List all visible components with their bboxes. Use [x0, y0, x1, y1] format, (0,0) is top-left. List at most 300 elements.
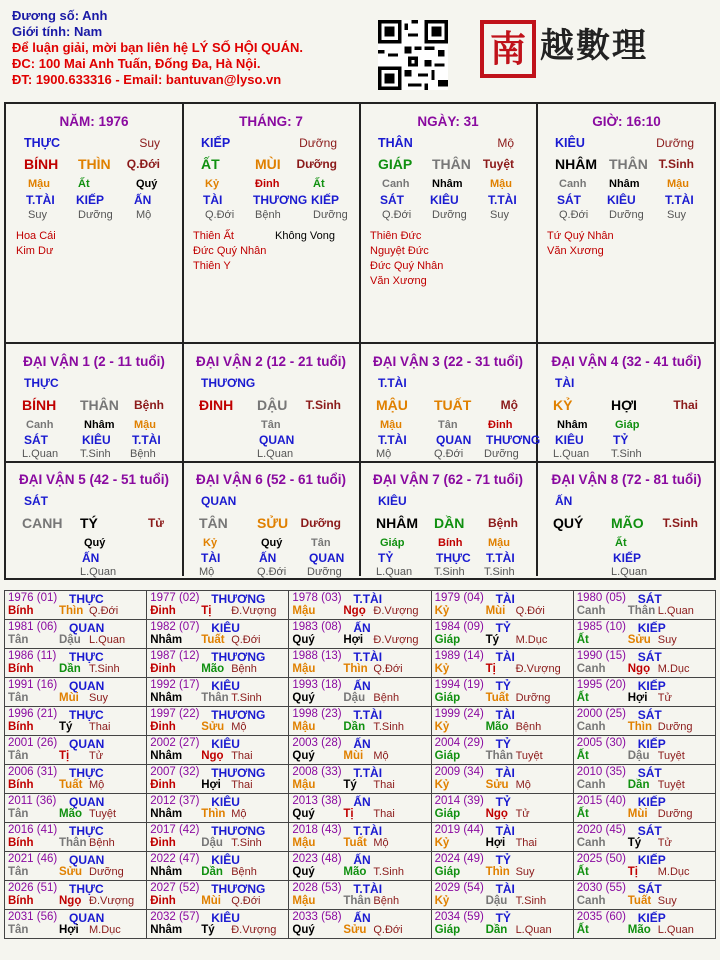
year-stage: Bệnh	[231, 663, 257, 675]
year-stem: Kỷ	[434, 721, 450, 733]
year-cell	[147, 678, 289, 707]
year-label: 2022 (47)	[150, 853, 200, 865]
year-branch: Tuất	[59, 779, 83, 791]
ten-god-star: QUAN	[201, 494, 237, 508]
year-stage: Mộ	[231, 808, 247, 820]
year-star: QUAN	[69, 795, 105, 809]
year-stage: Đ.Vượng	[231, 924, 277, 936]
dai-van-4	[537, 344, 716, 463]
year-label: 1992 (17)	[150, 679, 200, 691]
heavenly-stem: QUÝ	[553, 515, 584, 531]
hidden-stem: Nhâm	[557, 419, 588, 431]
year-row	[5, 736, 716, 765]
hidden-stage: L.Quan	[22, 448, 59, 460]
earthly-branch: THÌN	[78, 156, 111, 172]
hidden-stem: Mậu	[380, 419, 402, 431]
hidden-star: KIÊU	[607, 193, 636, 207]
year-branch: Dần	[485, 924, 508, 936]
year-stage: Bệnh	[373, 692, 400, 704]
shensha: Thiên Y	[193, 260, 231, 272]
hidden-stage: Dưỡng	[307, 566, 342, 578]
year-stage: Đ.Vượng	[373, 634, 419, 646]
hidden-stage: Suy	[490, 209, 509, 221]
dai-van-title: ĐẠI VẬN 4 (32 - 41 tuổi)	[551, 354, 702, 369]
year-cell	[573, 881, 715, 910]
year-stage: L.Quan	[657, 605, 694, 617]
year-cell	[573, 794, 715, 823]
hidden-stem: Mậu	[488, 537, 510, 549]
year-label: 1997 (22)	[150, 708, 200, 720]
year-cell	[573, 910, 715, 939]
dai-van-7	[360, 462, 538, 576]
year-label: 2023 (48)	[292, 853, 342, 865]
year-label: 2024 (49)	[434, 853, 484, 865]
year-branch: Tị	[343, 808, 354, 820]
hidden-stage: Suy	[28, 209, 47, 221]
year-stage: Thai	[231, 779, 253, 791]
year-row	[5, 852, 716, 881]
year-star: ẤN	[353, 853, 371, 867]
year-stage: M.Dục	[515, 634, 548, 646]
year-branch: Tý	[201, 924, 215, 936]
hidden-stage: T.Sinh	[80, 448, 111, 460]
year-star: ẤN	[353, 795, 371, 809]
stage: Dưỡng	[300, 516, 341, 530]
heavenly-stem: ẤT	[201, 156, 220, 172]
hidden-stem: Ất	[78, 178, 90, 190]
year-branch: Tị	[485, 663, 496, 675]
year-cell	[573, 765, 715, 794]
year-cell	[5, 707, 147, 736]
year-branch: Tị	[627, 866, 638, 878]
year-row	[5, 649, 716, 678]
year-star: KIẾP	[637, 621, 666, 635]
dai-van-title: ĐẠI VẬN 6 (52 - 61 tuổi)	[195, 472, 347, 487]
year-star: SÁT	[637, 708, 662, 722]
year-label: 2035 (60)	[576, 911, 626, 923]
year-row	[5, 591, 716, 620]
hidden-star: TỶ	[613, 433, 629, 447]
year-star: SÁT	[637, 592, 662, 606]
year-stem: Quý	[292, 866, 315, 878]
year-stem: Nhâm	[150, 634, 183, 646]
year-cell	[147, 649, 289, 678]
dai-van-3	[360, 344, 541, 463]
year-branch: Hợi	[627, 692, 648, 704]
year-star: ẤN	[353, 737, 371, 751]
year-label: 2017 (42)	[150, 824, 200, 836]
heavenly-stem: CANH	[22, 515, 63, 531]
dai-van-8	[537, 462, 716, 576]
ten-god-star: THỰC	[24, 376, 59, 390]
hidden-stem: Mậu	[490, 178, 512, 190]
phone-email-line: ĐT: 1900.633316 - Email: bantuvan@lyso.vn	[12, 72, 282, 87]
hidden-star: KIẾP	[311, 193, 340, 207]
dai-van-1	[6, 344, 184, 463]
hidden-stem: Giáp	[380, 537, 405, 549]
year-cell	[147, 707, 289, 736]
hidden-star: QUAN	[259, 433, 295, 447]
hidden-stem: Bính	[438, 537, 463, 549]
year-branch: Hợi	[343, 634, 364, 646]
earthly-branch: MÃO	[611, 515, 644, 531]
year-star: ẤN	[353, 911, 371, 925]
year-cell	[5, 620, 147, 649]
year-star: THƯƠNG	[211, 766, 266, 780]
year-branch: Mão	[201, 663, 225, 675]
year-stage: Bệnh	[89, 837, 115, 849]
year-branch: Dậu	[343, 692, 366, 704]
ten-god-star: THỰC	[24, 136, 61, 150]
shensha: Nguyệt Đức	[370, 245, 429, 257]
year-cell	[147, 794, 289, 823]
year-cell	[573, 707, 715, 736]
year-cell	[5, 910, 147, 939]
year-label: 2009 (34)	[434, 766, 484, 778]
year-cell	[289, 678, 431, 707]
year-stage: Đ.Vượng	[231, 605, 277, 617]
hidden-star: T.TÀI	[378, 433, 407, 447]
year-cell	[289, 910, 431, 939]
stage-top: Dưỡng	[656, 136, 694, 150]
year-star: THỰC	[69, 882, 104, 896]
year-cell	[431, 707, 573, 736]
year-label: 2001 (26)	[8, 737, 58, 749]
hidden-stage: Mộ	[376, 448, 392, 460]
year-cell	[289, 794, 431, 823]
year-label: 2005 (30)	[576, 737, 626, 749]
brand-title: 越數理	[540, 26, 648, 66]
year-branch: Sửu	[201, 721, 225, 733]
hidden-stage: Dưỡng	[432, 209, 467, 221]
year-label: 2030 (55)	[576, 882, 626, 894]
hidden-stem: Canh	[382, 178, 410, 190]
stage: Q.Đới	[126, 157, 160, 171]
hidden-star: TÀI	[201, 551, 221, 565]
year-cell	[431, 852, 573, 881]
year-star: T.TÀI	[353, 766, 383, 780]
hidden-star: SÁT	[557, 193, 581, 207]
dai-van-title: ĐẠI VẬN 8 (72 - 81 tuổi)	[551, 472, 702, 487]
year-label: 2016 (41)	[8, 824, 58, 836]
year-stem: Quý	[292, 750, 315, 762]
hidden-stem: Giáp	[615, 419, 640, 431]
hidden-stem: Tân	[438, 419, 458, 431]
hidden-star: ẤN	[134, 193, 152, 207]
bazi-chart	[4, 102, 716, 580]
year-branch: Mão	[485, 721, 509, 733]
year-cell	[147, 823, 289, 852]
year-stem: Canh	[576, 605, 606, 617]
year-row	[5, 881, 716, 910]
hidden-stem: Ất	[313, 178, 325, 190]
year-star: TỶ	[495, 679, 511, 693]
stage: T.Sinh	[662, 516, 698, 530]
shensha: Không Vong	[275, 230, 335, 242]
earthly-branch: TUẤT	[434, 397, 472, 413]
year-stage: L.Quan	[515, 924, 552, 936]
seal-logo: 南	[480, 20, 536, 78]
year-stage: Suy	[89, 692, 108, 704]
hidden-stage: Mộ	[136, 209, 152, 221]
year-star: TỶ	[495, 911, 511, 925]
year-cell	[147, 881, 289, 910]
year-cell	[431, 794, 573, 823]
year-stage: Dưỡng	[515, 692, 551, 704]
year-branch: Thân	[59, 837, 87, 849]
year-stem: Mậu	[292, 605, 316, 617]
year-label: 2029 (54)	[434, 882, 484, 894]
year-star: TÀI	[495, 882, 515, 896]
hidden-star: T.TÀI	[26, 193, 55, 207]
year-stem: Quý	[292, 808, 315, 820]
year-label: 2002 (27)	[150, 737, 200, 749]
year-star: TÀI	[495, 766, 515, 780]
year-label: 1994 (19)	[434, 679, 484, 691]
year-star: THƯƠNG	[211, 592, 266, 606]
year-branch: Dần	[343, 721, 366, 733]
dai-van-title: ĐẠI VẬN 5 (42 - 51 tuổi)	[18, 472, 170, 487]
hidden-stage: L.Quan	[376, 566, 413, 578]
year-stem: Đinh	[150, 779, 176, 791]
year-branch: Sửu	[485, 779, 509, 791]
stage-top: Suy	[139, 136, 160, 150]
hidden-stem: Kỷ	[205, 178, 220, 190]
year-branch: Mùi	[485, 605, 506, 617]
hidden-stem: Tân	[261, 419, 281, 431]
year-stage: Q.Đới	[373, 924, 403, 936]
hidden-star: T.TÀI	[665, 193, 694, 207]
dai-van-title: ĐẠI VẬN 2 (12 - 21 tuổi)	[195, 354, 347, 369]
year-cell	[431, 736, 573, 765]
year-star: ẤN	[353, 679, 371, 693]
ten-god-star: ẤN	[555, 494, 573, 508]
year-branch: Hợi	[201, 779, 221, 791]
year-branch: Mùi	[59, 692, 79, 704]
shensha: Đức Quý Nhân	[193, 245, 267, 257]
year-branch: Thìn	[343, 663, 368, 675]
gender: Giới tính: Nam	[12, 24, 103, 39]
year-label: 2008 (33)	[292, 766, 342, 778]
year-cell	[289, 591, 431, 620]
ten-god-star: T.TÀI	[378, 376, 407, 390]
year-label: 1993 (18)	[292, 679, 342, 691]
year-stem: Kỷ	[434, 837, 450, 849]
hidden-star: QUAN	[309, 551, 345, 565]
year-stem: Kỷ	[434, 779, 450, 791]
stage: Dưỡng	[296, 157, 337, 171]
owner-name: Đương số: Anh	[12, 8, 108, 23]
hidden-stem: Mậu	[28, 178, 50, 190]
year-branch: Sửu	[343, 924, 367, 936]
year-cell	[289, 881, 431, 910]
year-branch: Ngọ	[627, 663, 651, 675]
year-branch: Mão	[627, 924, 651, 936]
hidden-stage: Suy	[667, 209, 686, 221]
year-stage: Mộ	[515, 779, 531, 791]
year-star: KIÊU	[211, 737, 240, 751]
hidden-star: THỰC	[436, 551, 471, 565]
year-branch: Tý	[59, 721, 73, 733]
year-stage: T.Sinh	[515, 895, 547, 907]
ten-god-star: TÀI	[555, 376, 575, 390]
year-star: KIẾP	[637, 795, 666, 809]
earthly-branch: DẦN	[434, 515, 465, 531]
year-branch: Hợi	[485, 837, 506, 849]
year-stage: T.Sinh	[231, 837, 262, 849]
year-branch: Tị	[201, 605, 212, 617]
stage-top: Mộ	[497, 136, 514, 150]
year-label: 2006 (31)	[8, 766, 58, 778]
year-stem: Canh	[576, 895, 606, 907]
heavenly-stem: NHÂM	[376, 515, 418, 531]
year-branch: Thìn	[201, 808, 226, 820]
year-branch: Sửu	[627, 634, 651, 646]
year-cell	[5, 591, 147, 620]
year-cell	[147, 591, 289, 620]
year-cell	[573, 823, 715, 852]
year-stage: Tử	[89, 750, 104, 762]
year-branch: Tị	[59, 750, 70, 762]
ten-god-star: THƯƠNG	[201, 376, 256, 390]
year-cell	[431, 620, 573, 649]
year-star: T.TÀI	[353, 824, 383, 838]
hidden-stem: Mậu	[134, 419, 156, 431]
year-branch: Tuất	[485, 692, 509, 704]
pillar-title: NĂM: 1976	[59, 114, 129, 129]
year-stem: Ất	[576, 924, 589, 936]
year-stage: M.Dục	[657, 663, 690, 675]
hidden-stage: Dưỡng	[484, 448, 519, 460]
year-stage: Mộ	[231, 721, 247, 733]
hidden-star: KIÊU	[82, 433, 111, 447]
header-info	[12, 8, 303, 88]
pillar-4	[537, 104, 716, 344]
year-row	[5, 794, 716, 823]
year-label: 2011 (36)	[8, 795, 57, 807]
year-stage: Mộ	[373, 750, 389, 762]
year-stem: Tân	[8, 866, 29, 878]
year-label: 2012 (37)	[150, 795, 200, 807]
year-cell	[289, 620, 431, 649]
year-stem: Giáp	[434, 692, 461, 704]
hidden-stage: Q.Đới	[559, 209, 589, 221]
year-row	[5, 910, 716, 939]
year-stem: Quý	[292, 634, 315, 646]
year-label: 2025 (50)	[576, 853, 626, 865]
pillar-2	[183, 104, 361, 344]
shensha: Tứ Quý Nhân	[547, 230, 614, 242]
year-cell	[573, 591, 715, 620]
year-cell	[147, 736, 289, 765]
year-label: 2010 (35)	[576, 766, 626, 778]
year-stage: Thai	[373, 779, 395, 791]
year-stem: Nhâm	[150, 750, 183, 762]
shensha: Thiên Ất	[193, 230, 234, 242]
year-cell	[431, 765, 573, 794]
year-label: 1982 (07)	[150, 621, 200, 633]
year-label: 1985 (10)	[576, 621, 626, 633]
dai-van-title: ĐẠI VẬN 7 (62 - 71 tuổi)	[372, 472, 524, 487]
year-star: KIẾP	[637, 679, 666, 693]
year-stem: Kỷ	[434, 605, 450, 617]
year-star: THƯƠNG	[211, 824, 266, 838]
year-stem: Mậu	[292, 663, 316, 675]
year-label: 1990 (15)	[576, 650, 626, 662]
stage: Bệnh	[488, 516, 518, 530]
year-star: KIÊU	[211, 853, 240, 867]
year-star: SÁT	[637, 882, 662, 896]
stage: Thai	[673, 398, 698, 412]
hidden-star: T.TÀI	[488, 193, 517, 207]
hidden-star: KIẾP	[613, 551, 642, 565]
hidden-star: THƯƠNG	[486, 433, 541, 447]
year-star: QUAN	[69, 621, 105, 635]
heavenly-stem: BÍNH	[24, 156, 59, 172]
stage: Tuyệt	[482, 157, 514, 171]
ten-god-star: SÁT	[24, 494, 48, 508]
year-stage: T.Sinh	[231, 692, 262, 704]
year-label: 1999 (24)	[434, 708, 484, 720]
heavenly-stem: GIÁP	[378, 156, 413, 172]
earthly-branch: THÂN	[80, 397, 119, 413]
pillar-title: GIỜ: 16:10	[592, 114, 661, 129]
year-cell	[431, 649, 573, 678]
year-cell	[431, 881, 573, 910]
year-branch: Thìn	[485, 866, 510, 878]
shensha: Văn Xương	[370, 275, 427, 287]
year-label: 1983 (08)	[292, 621, 342, 633]
year-cell	[289, 765, 431, 794]
year-label: 2007 (32)	[150, 766, 200, 778]
year-label: 1978 (03)	[292, 592, 342, 604]
year-branch: Ngọ	[201, 750, 224, 762]
earthly-branch: DẬU	[257, 397, 288, 413]
year-cell	[147, 910, 289, 939]
year-branch: Dần	[627, 779, 650, 791]
year-star: THỰC	[69, 824, 104, 838]
year-branch: Ngọ	[343, 605, 366, 617]
ten-god-star: KIÊU	[555, 136, 585, 150]
year-label: 2033 (58)	[292, 911, 342, 923]
year-label: 1981 (06)	[8, 621, 58, 633]
hidden-star: QUAN	[436, 433, 472, 447]
year-stage: Tuyệt	[657, 750, 685, 762]
year-label: 2028 (53)	[292, 882, 342, 894]
year-branch: Thân	[485, 750, 514, 762]
year-stage: Mộ	[89, 779, 105, 791]
hidden-stage: Bệnh	[130, 448, 156, 460]
year-label: 1987 (12)	[150, 650, 200, 662]
year-star: KIÊU	[211, 621, 240, 635]
contact-line: Để luận giải, mời bạn liên hệ LÝ SỐ HỘI QUÁN.	[12, 40, 303, 55]
year-star: THỰC	[69, 708, 104, 722]
pillar-1	[6, 104, 184, 344]
year-stem: Nhâm	[150, 866, 183, 878]
year-star: T.TÀI	[353, 882, 383, 896]
year-label: 1984 (09)	[434, 621, 484, 633]
year-stem: Ất	[576, 692, 589, 704]
year-stage: Q.Đới	[231, 895, 261, 907]
year-stem: Canh	[576, 721, 606, 733]
earthly-branch: THÂN	[609, 156, 648, 172]
year-stem: Canh	[576, 837, 606, 849]
year-branch: Dần	[59, 663, 81, 675]
hidden-stage: Q.Đới	[434, 448, 464, 460]
year-stem: Đinh	[150, 721, 176, 733]
year-star: KIẾP	[637, 853, 666, 867]
year-star: QUAN	[69, 853, 105, 867]
